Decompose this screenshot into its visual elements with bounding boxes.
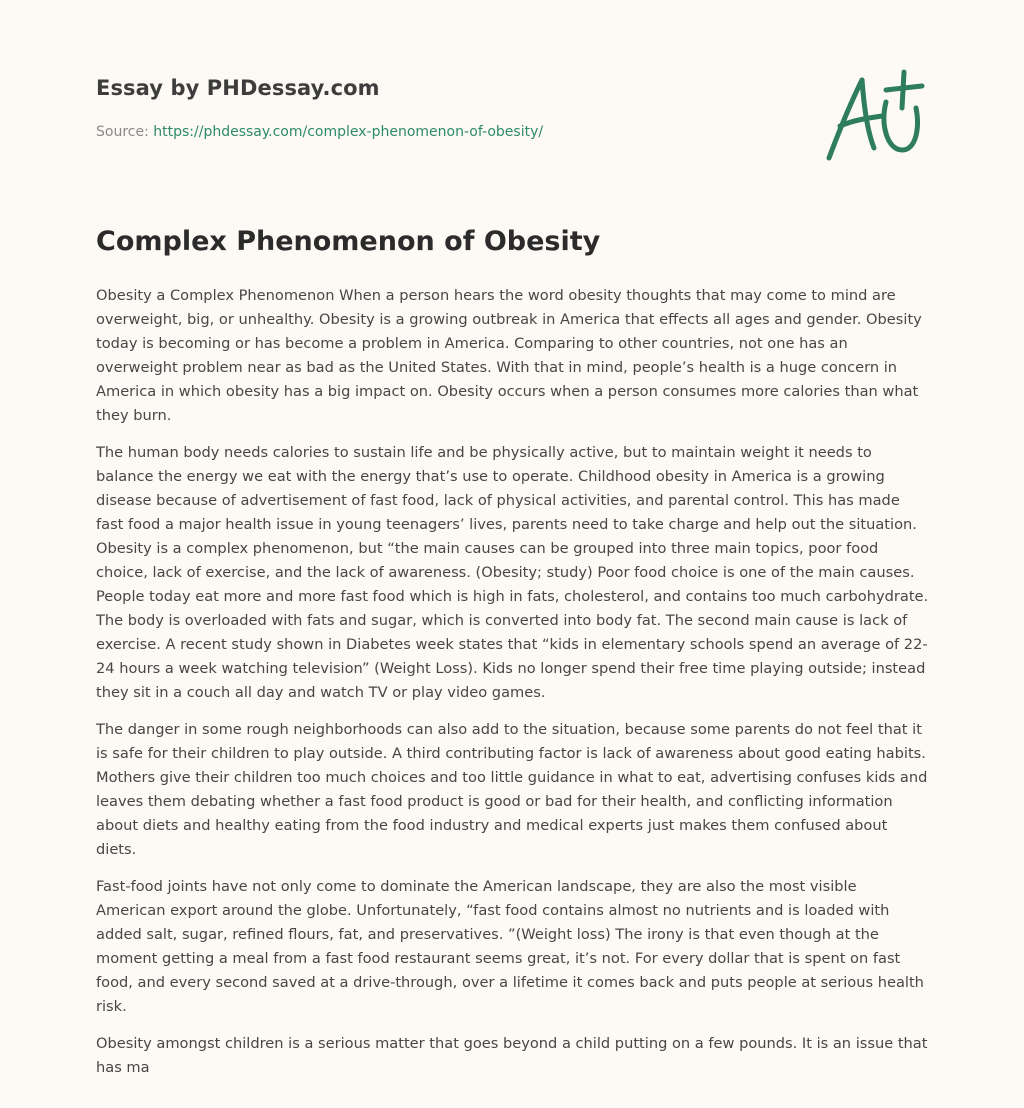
essay-paragraph: The danger in some rough neighborhoods can also add to the situation, because some parents do not feel that it is safe for their children to play outside. A third contributing factor is lack of awareness about good eating habits. Mothers give their children too much choices and too little guidance in what to eat, advertising confuses kids and leaves them debating whether a fast food product is good or bad for their health, and conflicting information about diets and healthy eating from the food industry and medical experts just makes them confused about diets. (96, 721, 928, 858)
essay-title: Complex Phenomenon of Obesity (96, 226, 601, 257)
essay-paragraph: Obesity a Complex Phenomenon When a person hears the word obesity thoughts that may come to mind are overweight, big, or unhealthy. Obesity is a growing outbreak in America that effects all ages and gender. Obesity today is becoming or has become a problem in America. Comparing to other countries, not one has an overweight problem near as bad as the United States. With that in mind, people’s health is a huge concern in America in which obesity has a big impact on. Obesity occurs when a person consumes more calories than what they burn. (96, 287, 922, 424)
source-label: Source: (96, 124, 154, 140)
source-line (96, 124, 543, 140)
site-title: Essay by PHDessay.com (96, 76, 380, 100)
source-link[interactable]: https://phdessay.com/complex-phenomenon-of-obesity/ (153, 124, 544, 140)
essay-paragraph: The human body needs calories to sustain life and be physically active, but to maintain weight it needs to balance the energy we eat with the energy that’s use to operate. Childhood obesity in America is a growing disease because of advertisement of fast food, lack of physical activities, and parental control. This has made fast food a major health issue in young teenagers’ lives, parents need to take charge and help out the situation. Obesity is a complex phenomenon, but “the main causes can be grouped into three main topics, poor food choice, lack of exercise, and the lack of awareness. (Obesity; study) Poor food choice is one of the main causes. People today eat more and more fast food which is high in fats, cholesterol, and contains too much carbohydrate. The body is overloaded with fats and sugar, which is converted into body fat. The second main cause is lack of exercise. A recent study shown in Diabetes week states that “kids in elementary schools spend an average of 22-24 hours a week watching television” (Weight Loss). Kids no longer spend their free time playing outside; instead they sit in a couch all day and watch TV or play video games. (96, 444, 929, 701)
essay-paragraph: Fast-food joints have not only come to dominate the American landscape, they are also the most visible American export around the globe. Unfortunately, “fast food contains almost no nutrients and is loaded with added salt, sugar, refined flours, fat, and preservatives. ”(Weight loss) The irony is that even though at the moment getting a meal from a fast food restaurant seems great, it’s not. For every dollar that is spent on fast food, and every second saved at a drive-through, over a lifetime it comes back and puts people at serious health risk. (96, 878, 924, 1015)
a-plus-logo-icon (818, 68, 930, 168)
essay-paragraph: Obesity amongst children is a serious matter that goes beyond a child putting on a few pounds. It is an issue that has ma (96, 1035, 928, 1076)
essay-body (96, 284, 930, 1093)
